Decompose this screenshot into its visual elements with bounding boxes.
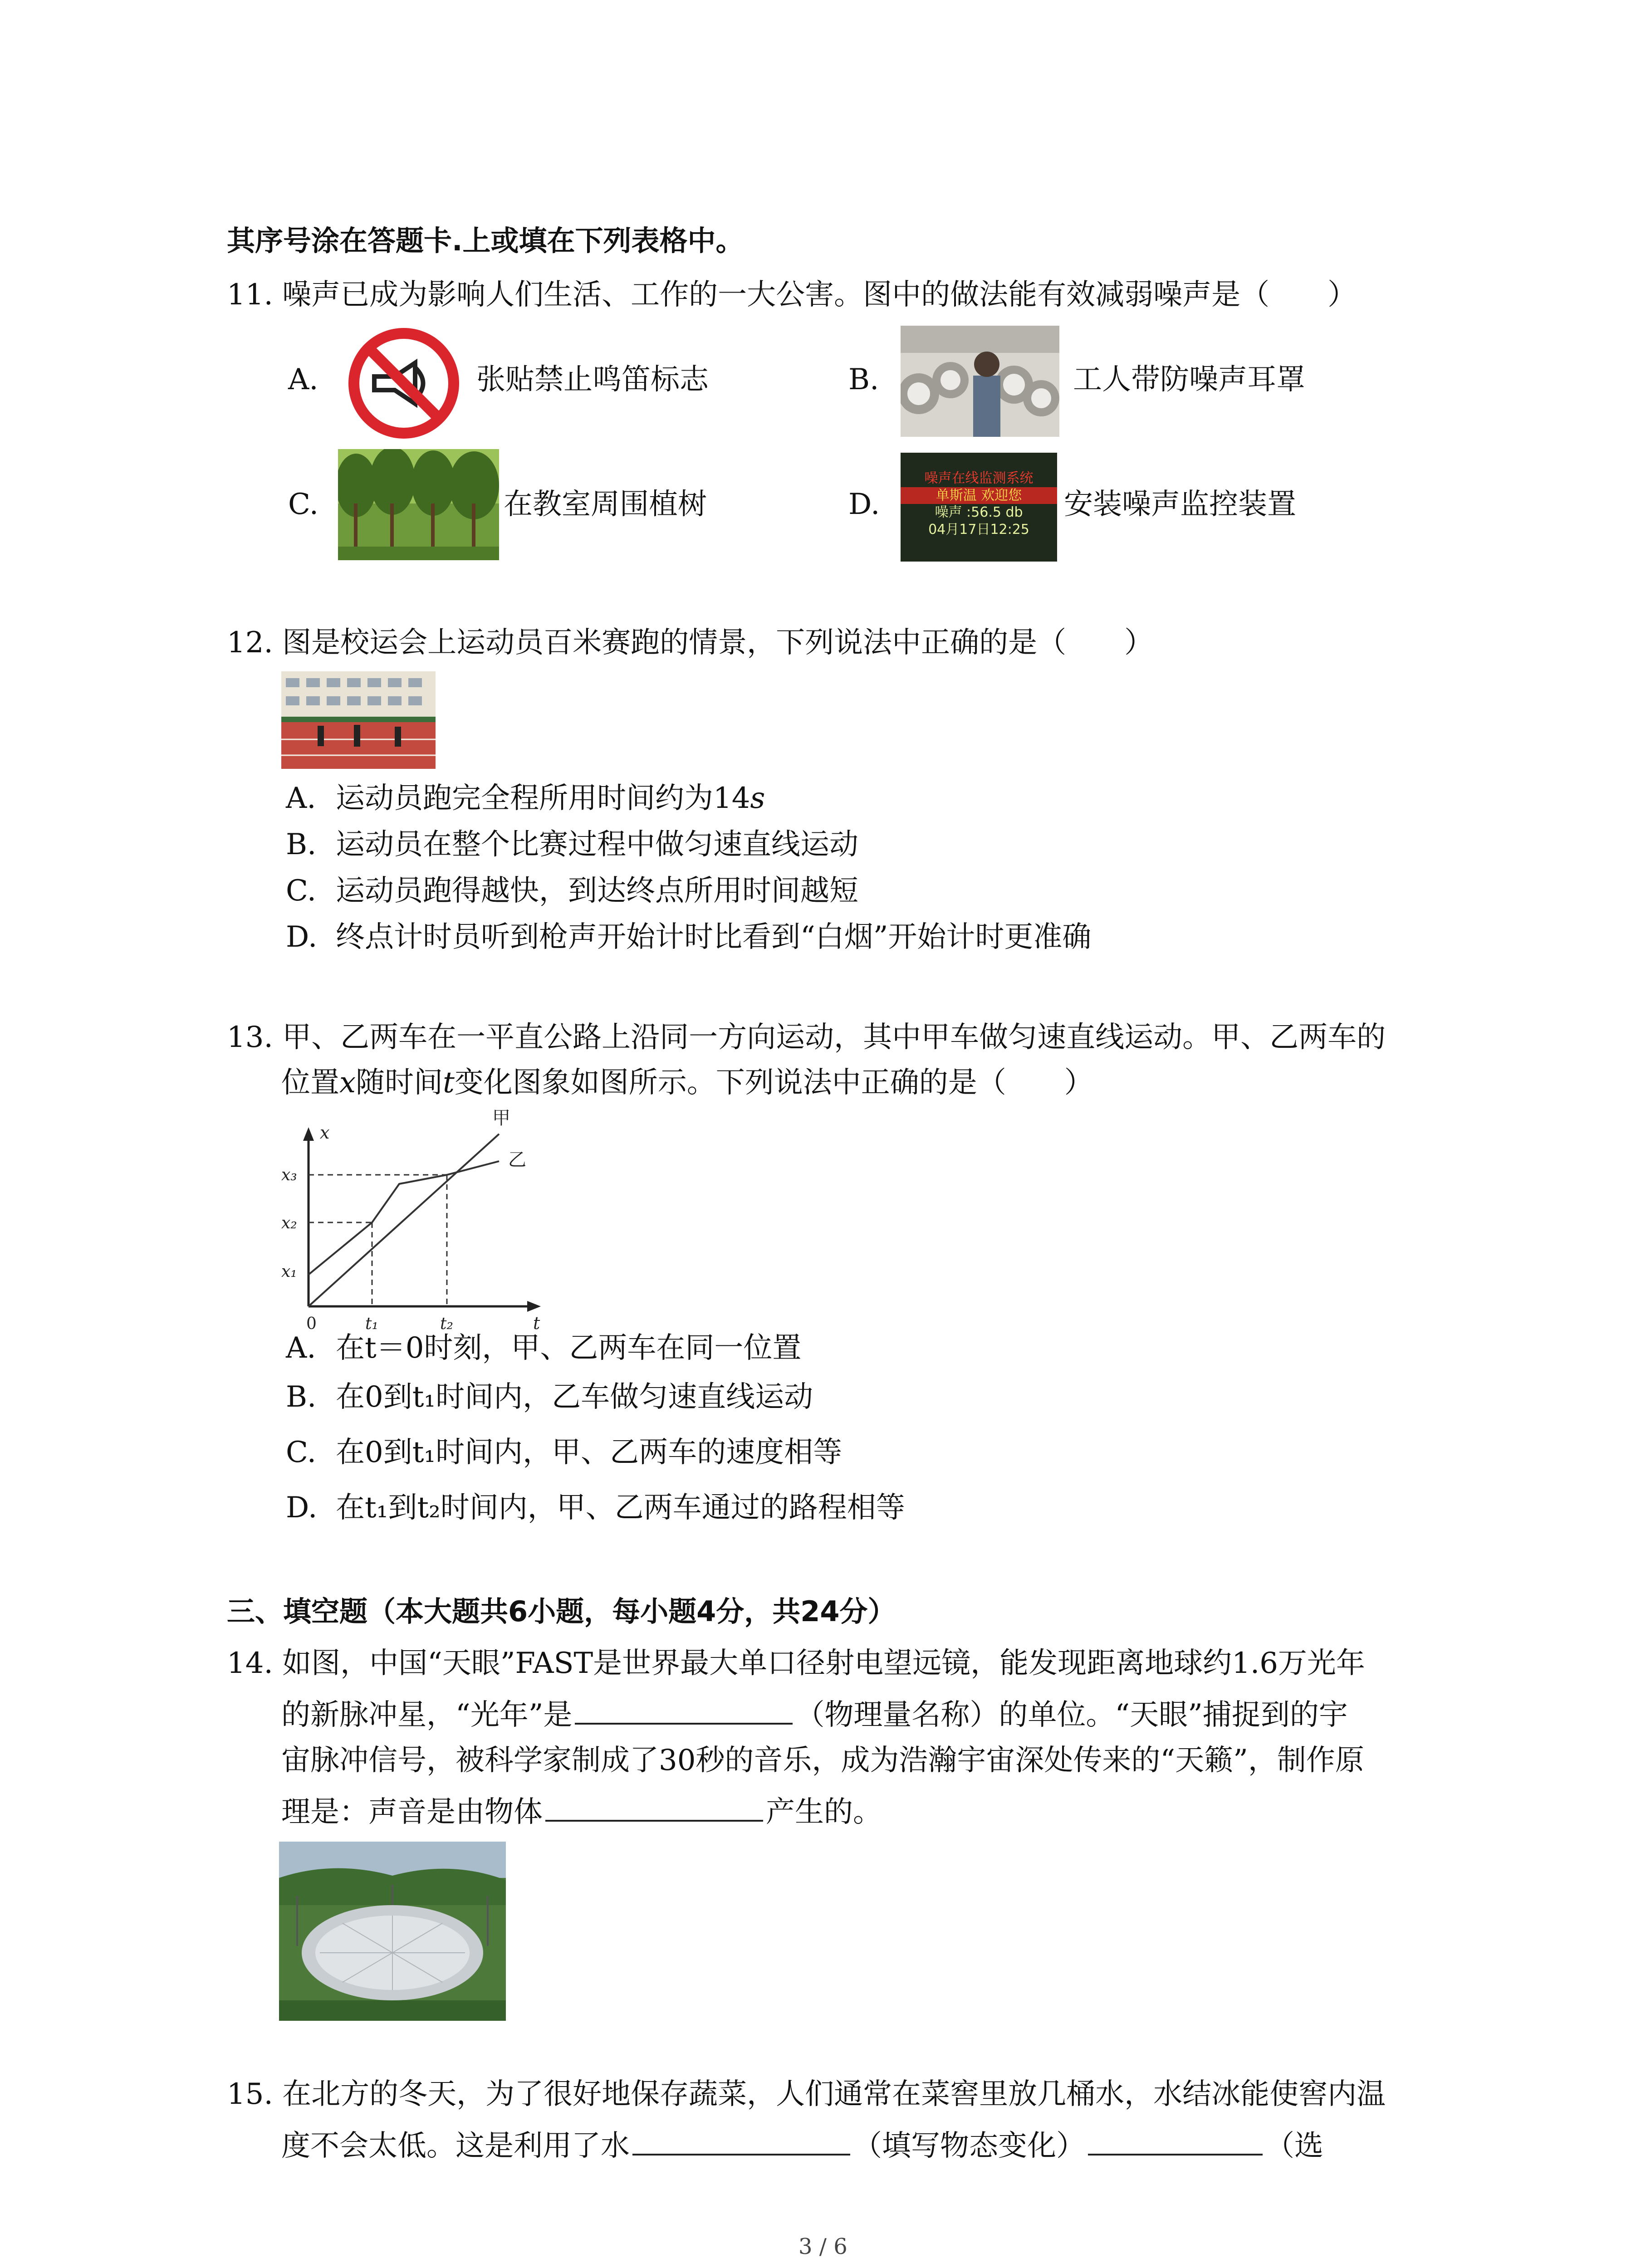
q15-line2-part-a: 度不会太低。这是利用了水 bbox=[281, 2129, 630, 2163]
q12-option-a-unit: s bbox=[750, 782, 765, 815]
q11-option-c-letter: C. bbox=[288, 488, 319, 521]
q12-option-b-letter: B. bbox=[286, 828, 317, 861]
graph-y-label: x bbox=[320, 1123, 330, 1143]
noise-monitor-display-image bbox=[901, 453, 1057, 562]
monitor-line-3: 噪声 :56.5 db bbox=[935, 504, 1023, 520]
graph-yi-label: 乙 bbox=[508, 1149, 526, 1170]
q12-option-a-text bbox=[336, 784, 765, 813]
q12-option-d-text: 终点计时员听到枪声开始计时比看到“白烟”开始计时更准确 bbox=[336, 920, 1092, 954]
graph-jia-label: 甲 bbox=[492, 1108, 510, 1129]
q14-blank-1[interactable] bbox=[575, 1697, 793, 1725]
q11-option-d-text: 安装噪声监控装置 bbox=[1064, 488, 1296, 521]
q13-stem-part-c: 变化图象如图所示。下列说法中正确的是（ ） bbox=[454, 1066, 1093, 1100]
q14-line2-part-a: 的新脉冲星，“光年”是 bbox=[281, 1698, 573, 1732]
q13-stem-var-x: x bbox=[339, 1066, 356, 1100]
q13-option-a-text: 在t＝0时刻，甲、乙两车在同一位置 bbox=[336, 1331, 802, 1365]
q13-stem-part-b: 随时间 bbox=[356, 1066, 443, 1100]
graph-x3-label: x₃ bbox=[281, 1166, 297, 1184]
series-yi-line bbox=[309, 1161, 499, 1275]
monitor-line-1: 噪声在线监测系统 bbox=[924, 470, 1034, 486]
q14-blank-2[interactable] bbox=[545, 1794, 763, 1822]
graph-origin-label: 0 bbox=[306, 1315, 317, 1333]
q15-line2-part-b: （填写物态变化） bbox=[853, 2129, 1085, 2163]
q15-blank-1[interactable] bbox=[632, 2128, 850, 2156]
q12-stem: 12. 图是校运会上运动员百米赛跑的情景，下列说法中正确的是（ ） bbox=[227, 626, 1154, 660]
q13-stem-var-t: t bbox=[443, 1066, 455, 1100]
q15-line1: 15. 在北方的冬天，为了很好地保存蔬菜，人们通常在菜窖里放几桶水，水结冰能使窖内温 bbox=[227, 2077, 1386, 2111]
q13-option-d-letter: D. bbox=[286, 1491, 318, 1525]
section-3-heading: 三、填空题（本大题共6小题，每小题4分，共24分） bbox=[227, 1595, 896, 1628]
series-jia-line bbox=[309, 1134, 499, 1306]
q12-option-d-letter: D. bbox=[286, 920, 318, 954]
q11-option-b-letter: B. bbox=[848, 363, 879, 396]
q12-option-c-text: 运动员跑得越快，到达终点所用时间越短 bbox=[336, 874, 858, 908]
q11-option-a-letter: A. bbox=[288, 363, 318, 396]
trees-photo bbox=[338, 449, 499, 560]
q13-stem-line2 bbox=[281, 1066, 1093, 1100]
monitor-line-4: 04月17日12:25 bbox=[928, 521, 1029, 538]
q13-stem-part-a: 位置 bbox=[281, 1066, 339, 1100]
q14-line4 bbox=[281, 1794, 882, 1827]
x-axis-arrow bbox=[527, 1301, 541, 1312]
q13-option-a-letter: A. bbox=[286, 1331, 316, 1365]
graph-x-label: t bbox=[533, 1313, 540, 1333]
q13-option-c-letter: C. bbox=[286, 1436, 317, 1469]
monitor-line-2: 单斯温 欢迎您 bbox=[901, 487, 1057, 504]
section-header-line: 其序号涂在答题卡.上或填在下列表格中。 bbox=[227, 224, 744, 257]
no-horn-sign-image bbox=[347, 327, 460, 440]
q15-blank-2[interactable] bbox=[1088, 2128, 1263, 2156]
q14-line4-part-a: 理是：声音是由物体 bbox=[281, 1795, 543, 1829]
position-time-graph bbox=[254, 1102, 581, 1334]
graph-t1-label: t₁ bbox=[365, 1315, 378, 1333]
q15-line2-part-c: （选 bbox=[1265, 2129, 1323, 2163]
q13-option-c-text: 在0到t₁时间内，甲、乙两车的速度相等 bbox=[336, 1436, 843, 1469]
q13-option-b-text: 在0到t₁时间内，乙车做匀速直线运动 bbox=[336, 1380, 813, 1414]
q15-line2 bbox=[281, 2128, 1323, 2163]
q14-line2-part-b: （物理量名称）的单位。“天眼”捕捉到的宇 bbox=[795, 1698, 1348, 1732]
q11-stem: 11. 噪声已成为影响人们生活、工作的一大公害。图中的做法能有效减弱噪声是（ ） bbox=[227, 278, 1357, 312]
q14-line2 bbox=[281, 1697, 1348, 1730]
q12-option-a-main: 运动员跑完全程所用时间约为14 bbox=[336, 782, 750, 815]
q11-option-c-text: 在教室周围植树 bbox=[504, 488, 707, 521]
factory-worker-photo bbox=[901, 326, 1059, 437]
q12-option-c-letter: C. bbox=[286, 874, 317, 908]
q14-line3: 宙脉冲信号，被科学家制成了30秒的音乐，成为浩瀚宇宙深处传来的“天籁”，制作原 bbox=[281, 1744, 1364, 1777]
q13-option-d-text: 在t₁到t₂时间内，甲、乙两车通过的路程相等 bbox=[336, 1491, 905, 1525]
fast-telescope-photo bbox=[279, 1842, 506, 2021]
q14-line1: 14. 如图，中国“天眼”FAST是世界最大单口径射电望远镜，能发现距离地球约1.6万光年 bbox=[227, 1647, 1365, 1680]
q13-stem-line1: 13. 甲、乙两车在一平直公路上沿同一方向运动，其中甲车做匀速直线运动。甲、乙两车的 bbox=[227, 1021, 1386, 1054]
graph-x2-label: x₂ bbox=[281, 1214, 297, 1232]
q11-option-a-text: 张贴禁止鸣笛标志 bbox=[476, 363, 709, 396]
q12-option-b-text: 运动员在整个比赛过程中做匀速直线运动 bbox=[336, 828, 858, 861]
q12-option-a-letter: A. bbox=[286, 782, 316, 815]
q11-option-b-text: 工人带防噪声耳罩 bbox=[1073, 363, 1305, 396]
q14-line4-part-b: 产生的。 bbox=[766, 1795, 882, 1829]
sprint-race-photo bbox=[281, 671, 436, 769]
y-axis-arrow bbox=[303, 1127, 314, 1141]
q13-option-b-letter: B. bbox=[286, 1380, 317, 1414]
q11-option-d-letter: D. bbox=[848, 488, 880, 521]
graph-t2-label: t₂ bbox=[440, 1315, 453, 1333]
page-number: 3 / 6 bbox=[798, 2234, 847, 2259]
graph-x1-label: x₁ bbox=[281, 1262, 297, 1281]
